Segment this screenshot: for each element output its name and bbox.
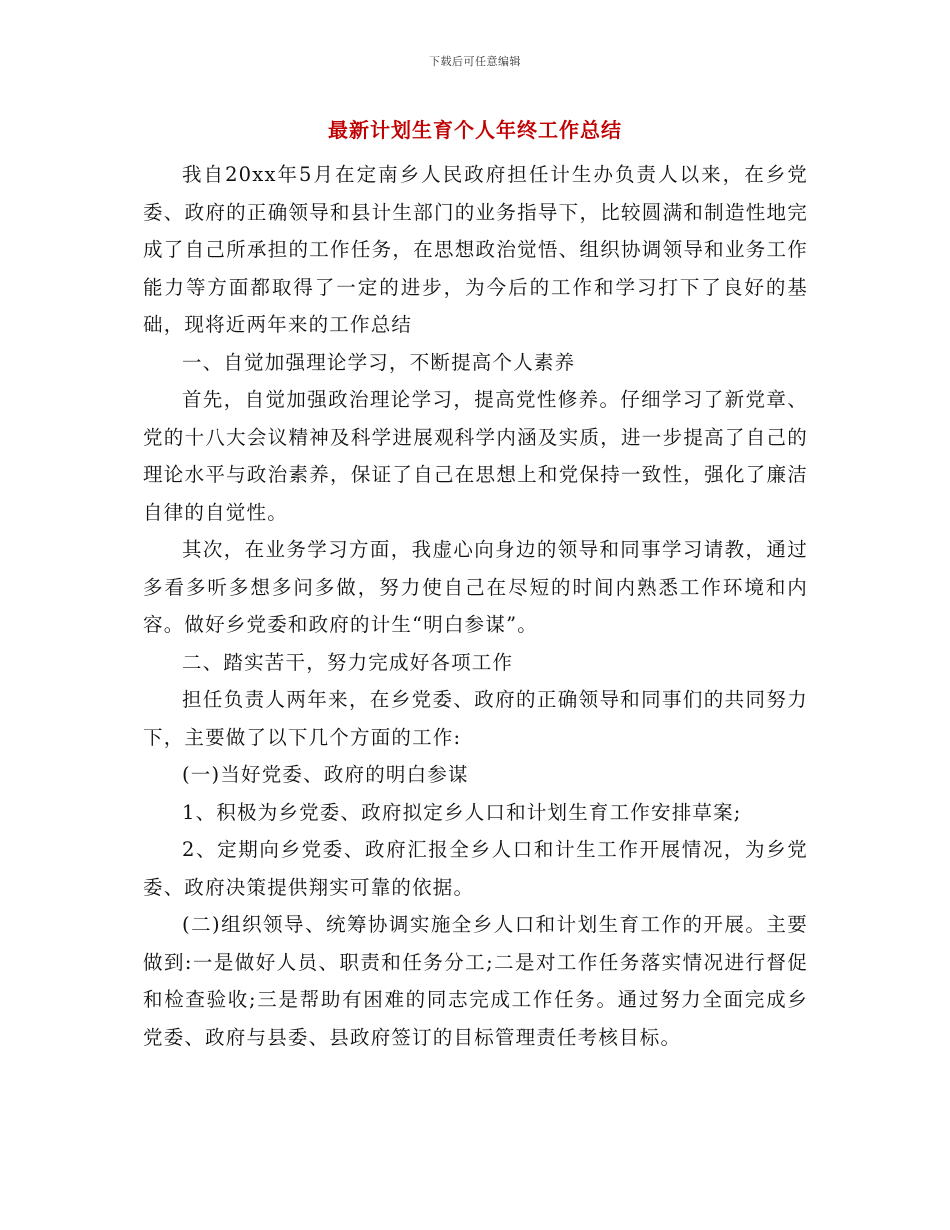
- paragraph-second: 其次，在业务学习方面，我虚心向身边的领导和同事学习请教，通过多看多听多想多问多做，努力使自己在尽短的时间内熟悉工作环境和内容。做好乡党委和政府的计生“明白参谋”。: [143, 538, 808, 636]
- subsection-heading-1: (一)当好党委、政府的明白参谋: [182, 763, 469, 786]
- list-item-1: 1、积极为乡党委、政府拟定乡人口和计划生育工作安排草案;: [182, 800, 742, 824]
- document-body: [143, 156, 808, 1056]
- paragraph-first: 首先，自觉加强政治理论学习，提高党性修养。仔细学习了新党章、党的十八大会议精神及科学进展观科学内涵及实质，进一步提高了自己的理论水平与政治素养，保证了自己在思想上和党保持一致性，强化了廉洁自律的自觉性。: [143, 388, 808, 524]
- section-heading-2: 二、踏实苦干，努力完成好各项工作: [182, 650, 514, 674]
- list-item-2: 2、定期向乡党委、政府汇报全乡人口和计生工作开展情况，为乡党委、政府决策提供翔实可靠的依据。: [143, 838, 808, 899]
- paragraph-intro: 我自20xx年5月在定南乡人民政府担任计生办负责人以来，在乡党委、政府的正确领导和县计生部门的业务指导下，比较圆满和制造性地完成了自己所承担的工作任务，在思想政治觉悟、组织协调领导和业务工作能力等方面都取得了一定的进步，为今后的工作和学习打下了良好的基础，现将近两年来的工作总结: [143, 163, 808, 336]
- document-title: 最新计划生育个人年终工作总结: [328, 118, 622, 142]
- header-note: 下载后可任意编辑: [429, 55, 521, 68]
- paragraph-overview: 担任负责人两年来，在乡党委、政府的正确领导和同事们的共同努力下，主要做了以下几个方面的工作:: [143, 688, 808, 749]
- section-heading-1: 一、自觉加强理论学习，不断提高个人素养: [182, 350, 576, 374]
- subsection-paragraph-2: (二)组织领导、统筹协调实施全乡人口和计划生育工作的开展。主要做到:一是做好人员、职责和任务分工;二是对工作任务落实情况进行督促和检查验收;三是帮助有困难的同志完成工作任务。通过努力全面完成乡党委、政府与县委、县政府签订的目标管理责任考核目标。: [143, 913, 808, 1049]
